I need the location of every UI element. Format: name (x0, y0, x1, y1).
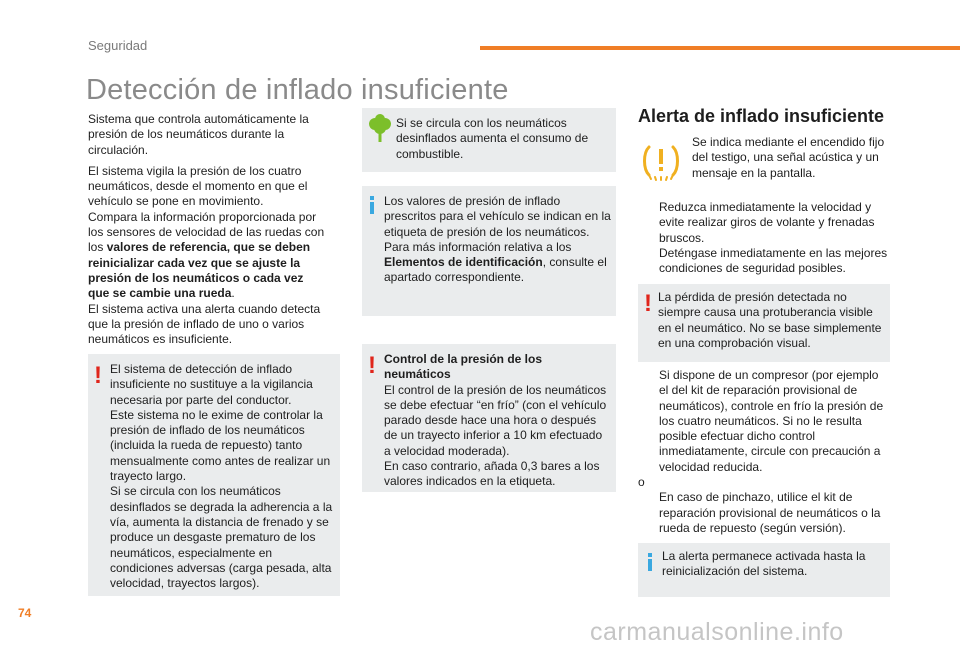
col1-warning-box (88, 354, 340, 596)
col2-warning-box (362, 344, 616, 492)
col3-info-box (638, 543, 890, 597)
warning-line-3: Si se circula con los neumáticos desinflados se degrada la adherencia a la vía, aumenta la distancia de frenado y se produce un desgaste prematuro de los neumáticos, especialmente en condiciones adversas (carga pesada, alta velocidad, trayectos largos). (110, 484, 333, 591)
pressure-check-title-text: Control de la presión de los neumáticos (384, 352, 543, 382)
watermark: carmanualsonline.info (590, 618, 844, 646)
col3-bullets-2 (638, 368, 890, 536)
col3-bullets-1 (638, 200, 890, 276)
monitor-paragraph: El sistema vigila la presión de los cuatro neumáticos, desde el momento en que el vehículo se pone en movimiento. (88, 163, 308, 209)
col1-text (88, 112, 328, 347)
bullet-text: Deténgase inmediatamente en las mejores condiciones de seguridad posibles. (659, 245, 888, 276)
compare-text: Compara la información proporcionada por los sensores de velocidad de las ruedas con los (88, 209, 325, 255)
section-label: Seguridad (88, 38, 148, 53)
identification-elements-text: Elementos de identificación (384, 255, 543, 270)
info-text-2b: , consulte el apartado correspondiente. (384, 255, 607, 285)
info-icon (648, 553, 652, 573)
col1-warning-text (110, 362, 336, 591)
warning-icon: ! (644, 290, 652, 317)
col2-info-box (362, 186, 616, 316)
col2-warning-text (384, 352, 612, 490)
alert-paragraph: El sistema activa una alerta cuando detecta que la presión de inflado de uno o varios neumáticos es insuficiente. (88, 301, 321, 347)
col3-warning-text: La pérdida de presión detectada no siempre causa una protuberancia visible en el neumático. No se base simplemente en una comprobación visual. (658, 290, 882, 350)
pressure-check-text-1: El control de la presión de los neumáticos se debe efectuar “en frío” (con el vehículo parado desde hace una hora o después de un trayecto inferior a 10 km efectuado a velocidad moderada). (384, 382, 607, 458)
info-text-2 (384, 240, 612, 286)
warning-icon: ! (94, 362, 102, 389)
bullet-item (638, 490, 890, 536)
col3-warning-box (638, 284, 890, 362)
alert-heading: Alerta de inflado insuficiente (638, 106, 885, 126)
compare-paragraph (88, 210, 328, 302)
info-text-2a: Para más información relativa a los (384, 239, 572, 254)
eco-note-box (362, 108, 616, 172)
compare-end: . (231, 286, 235, 301)
col3-info-text: La alerta permanece activada hasta la reinicialización del sistema. (662, 549, 866, 579)
pressure-check-text-2: En caso contrario, añada 0,3 bares a los valores indicados en la etiqueta. (384, 459, 600, 489)
bullet-item (638, 200, 890, 246)
bullet-text: Si dispone de un compresor (por ejemplo el del kit de reparación provisional de neumáticos), controle en frío la presión de los cuatro neumáticos. Si no le resulta posible efectuar dicho control inmediatamente, circule con precaución a velocidad reducida. (659, 368, 884, 474)
warning-line-1: El sistema de detección de inflado insuficiente no sustituye a la vigilancia necesaria por parte del conductor. (110, 362, 313, 407)
warning-icon: ! (368, 352, 376, 379)
eco-tree-icon (368, 114, 392, 144)
info-text-1: Los valores de presión de inflado prescritos para el vehículo se indican en la etiqueta de presión de los neumáticos. (384, 194, 611, 239)
bullet-text: Reduzca inmediatamente la velocidad y evite realizar giros de volante y frenadas bruscos. (659, 200, 875, 245)
indicator-text: Se indica mediante el encendido fijo del testigo, una señal acústica y un mensaje en la pantalla. (692, 135, 885, 180)
reference-values-text: valores de referencia, que se deben reinicializar cada vez que se ajuste la presión de los neumáticos o cada vez que se cambie una rueda (88, 240, 311, 301)
page-title: Detección de inflado insuficiente (86, 74, 509, 106)
bullet-item (638, 246, 890, 277)
section-accent-bar (480, 46, 960, 50)
eco-note-text: Si se circula con los neumáticos desinflados aumenta el consumo de combustible. (396, 116, 589, 161)
col2-info-text (384, 194, 612, 286)
page-number: 74 (18, 606, 32, 620)
warning-line-2: Este sistema no le exime de controlar la presión de inflado de los neumáticos (incluida la rueda de repuesto) tanto mensualmente como antes de realizar un trayecto largo. (110, 407, 331, 484)
bullet-item (638, 368, 890, 475)
pressure-check-title (384, 352, 612, 383)
info-icon (370, 196, 374, 216)
tire-pressure-warning-icon (640, 140, 682, 182)
bullet-text: En caso de pinchazo, utilice el kit de reparación provisional de neumáticos o la rueda de repuesto (según versión). (659, 490, 881, 535)
or-text: o (638, 475, 645, 490)
intro-paragraph: Sistema que controla automáticamente la presión de los neumáticos durante la circulación. (88, 112, 309, 157)
